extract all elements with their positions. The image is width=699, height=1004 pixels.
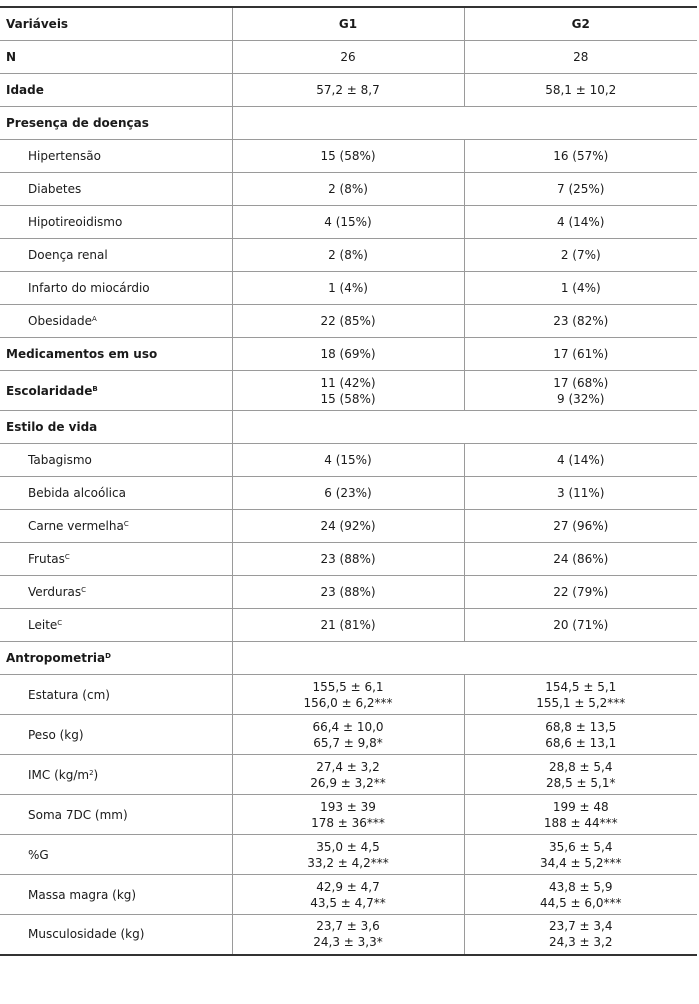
g2-value-cell	[464, 371, 697, 411]
row-label: Musculosidade (kg)	[0, 915, 232, 955]
table-row	[0, 140, 697, 173]
table-row	[0, 755, 697, 795]
row-label: Frutas	[28, 552, 65, 566]
row-label: Leite	[28, 618, 58, 632]
g2-value: 188 ± 44***	[543, 815, 618, 830]
g2-value: 154,5 ± 5,1	[545, 679, 617, 694]
footnote-mark: D	[105, 652, 111, 660]
header-row	[0, 7, 697, 41]
g1-value: 22 (85%)	[232, 305, 464, 338]
g2-value: 1 (4%)	[464, 272, 697, 305]
g2-value: 44,5 ± 6,0***	[540, 895, 622, 910]
g2-value: 28,8 ± 5,4	[549, 759, 613, 774]
table-row	[0, 206, 697, 239]
row-label-cell	[0, 609, 232, 642]
table-row	[0, 444, 697, 477]
g2-value: 23,7 ± 3,4	[549, 919, 613, 934]
row-label-cell	[0, 371, 232, 411]
g2-value: 58,1 ± 10,2	[464, 74, 697, 107]
row-label: IMC (kg/m	[28, 767, 90, 782]
g1-value: 6 (23%)	[232, 477, 464, 510]
row-label-cell	[0, 543, 232, 576]
table-row	[0, 239, 697, 272]
table-row	[0, 477, 697, 510]
g1-value: 42,9 ± 4,7	[316, 879, 380, 894]
section-label-cell	[0, 642, 232, 675]
g1-value-cell	[232, 715, 464, 755]
row-label: Medicamentos em uso	[0, 338, 232, 371]
table-row	[0, 835, 697, 875]
g2-value-cell	[464, 715, 697, 755]
row-label: Idade	[0, 74, 232, 107]
g2-value: 20 (71%)	[464, 609, 697, 642]
row-label: Carne vermelha	[28, 519, 124, 533]
g1-value: 4 (15%)	[232, 206, 464, 239]
row-label-cell	[0, 510, 232, 543]
footnote-mark: C	[123, 520, 129, 528]
g1-value: 15 (58%)	[232, 140, 464, 173]
row-label-cell	[0, 755, 232, 795]
header-g2: G2	[464, 7, 697, 41]
table-row	[0, 795, 697, 835]
row-label: Peso (kg)	[0, 715, 232, 755]
table-row	[0, 272, 697, 305]
g2-value: 4 (14%)	[464, 206, 697, 239]
table-row	[0, 915, 697, 955]
row-label: Bebida alcoólica	[0, 477, 232, 510]
footnote-mark: B	[92, 384, 98, 393]
table-row	[0, 173, 697, 206]
table-row	[0, 371, 697, 411]
g2-value-cell	[464, 675, 697, 715]
g1-value-cell	[232, 755, 464, 795]
row-label: Doença renal	[0, 239, 232, 272]
row-label: Escolaridade	[6, 383, 93, 398]
row-label: N	[0, 41, 232, 74]
empty-cell	[232, 107, 697, 140]
row-label: %G	[0, 835, 232, 875]
g2-value: 199 ± 48	[552, 799, 609, 814]
g1-value: 43,5 ± 4,7**	[310, 895, 386, 910]
row-label: Soma 7DC (mm)	[0, 795, 232, 835]
header-variables: Variáveis	[0, 7, 232, 41]
g1-value: 2 (8%)	[232, 239, 464, 272]
table-row	[0, 41, 697, 74]
g1-value: 26	[232, 41, 464, 74]
table-row	[0, 875, 697, 915]
g2-value: 24,3 ± 3,2	[549, 935, 613, 950]
empty-cell	[232, 411, 697, 444]
g2-value: 24 (86%)	[464, 543, 697, 576]
g2-value-cell	[464, 915, 697, 955]
g1-value: 155,5 ± 6,1	[312, 679, 384, 694]
g1-value-cell	[232, 875, 464, 915]
g2-value: 35,6 ± 5,4	[549, 839, 613, 854]
g2-value: 68,6 ± 13,1	[545, 735, 617, 750]
row-label-cell	[0, 305, 232, 338]
footnote-mark: C	[81, 586, 87, 594]
row-label: Hipotireoidismo	[0, 206, 232, 239]
g1-value: 156,0 ± 6,2***	[303, 695, 393, 710]
row-label: Obesidade	[28, 314, 93, 328]
g1-value: 21 (81%)	[232, 609, 464, 642]
g1-value: 23 (88%)	[232, 543, 464, 576]
section-label: Antropometria	[6, 651, 106, 665]
g2-value-cell	[464, 875, 697, 915]
row-label-cell	[0, 576, 232, 609]
g1-value: 4 (15%)	[232, 444, 464, 477]
section-label: Presença de doenças	[0, 107, 232, 140]
g1-value: 57,2 ± 8,7	[232, 74, 464, 107]
g2-value: 17 (61%)	[464, 338, 697, 371]
table-row	[0, 305, 697, 338]
g1-value-cell	[232, 795, 464, 835]
g2-value: 68,8 ± 13,5	[545, 719, 617, 734]
g1-value: 178 ± 36***	[311, 815, 385, 830]
g1-value: 18 (69%)	[232, 338, 464, 371]
row-label: Massa magra (kg)	[0, 875, 232, 915]
footnote-mark: 2	[89, 768, 94, 777]
section-label: Estilo de vida	[0, 411, 232, 444]
data-table	[0, 6, 697, 956]
g1-value: 193 ± 39	[320, 799, 376, 814]
g2-value-cell	[464, 835, 697, 875]
table-row	[0, 510, 697, 543]
table-row	[0, 609, 697, 642]
empty-cell	[232, 642, 697, 675]
section-row	[0, 411, 697, 444]
g1-value-cell	[232, 371, 464, 411]
g2-value: 155,1 ± 5,2***	[536, 695, 626, 710]
g1-value: 23 (88%)	[232, 576, 464, 609]
row-label-suffix: )	[93, 767, 99, 782]
table-row	[0, 675, 697, 715]
g2-value: 27 (96%)	[464, 510, 697, 543]
g2-value: 16 (57%)	[464, 140, 697, 173]
row-label: Hipertensão	[0, 140, 232, 173]
g2-value: 22 (79%)	[464, 576, 697, 609]
g2-value-cell	[464, 755, 697, 795]
g1-value-cell	[232, 675, 464, 715]
g1-value: 26,9 ± 3,2**	[310, 775, 386, 790]
g1-value: 15 (58%)	[320, 391, 376, 406]
footnote-mark: A	[92, 315, 97, 323]
g2-value-cell	[464, 795, 697, 835]
g1-value: 35,0 ± 4,5	[316, 839, 380, 854]
g1-value: 24 (92%)	[232, 510, 464, 543]
g2-value: 9 (32%)	[557, 391, 605, 406]
table-row	[0, 576, 697, 609]
g1-value-cell	[232, 835, 464, 875]
g2-value: 23 (82%)	[464, 305, 697, 338]
g1-value: 23,7 ± 3,6	[316, 919, 380, 934]
g2-value: 7 (25%)	[464, 173, 697, 206]
g1-value: 66,4 ± 10,0	[312, 719, 384, 734]
g1-value-cell	[232, 915, 464, 955]
g1-value: 65,7 ± 9,8*	[313, 735, 383, 750]
footnote-mark: C	[57, 619, 63, 627]
g1-value: 2 (8%)	[232, 173, 464, 206]
g1-value: 24,3 ± 3,3*	[313, 935, 383, 950]
g2-value: 34,4 ± 5,2***	[540, 855, 622, 870]
row-label: Tabagismo	[0, 444, 232, 477]
table-row	[0, 338, 697, 371]
row-label: Diabetes	[0, 173, 232, 206]
g1-value: 33,2 ± 4,2***	[307, 855, 389, 870]
g1-value: 1 (4%)	[232, 272, 464, 305]
g1-value: 11 (42%)	[320, 375, 376, 390]
section-row	[0, 642, 697, 675]
g2-value: 43,8 ± 5,9	[549, 879, 613, 894]
g2-value: 3 (11%)	[464, 477, 697, 510]
table-row	[0, 543, 697, 576]
row-label: Verduras	[28, 585, 82, 599]
g2-value: 17 (68%)	[553, 375, 609, 390]
g2-value: 4 (14%)	[464, 444, 697, 477]
row-label: Estatura (cm)	[0, 675, 232, 715]
g2-value: 28	[464, 41, 697, 74]
table-row	[0, 74, 697, 107]
header-g1: G1	[232, 7, 464, 41]
section-row	[0, 107, 697, 140]
g2-value: 2 (7%)	[464, 239, 697, 272]
footnote-mark: C	[64, 553, 70, 561]
g1-value: 27,4 ± 3,2	[316, 759, 380, 774]
row-label: Infarto do miocárdio	[0, 272, 232, 305]
g2-value: 28,5 ± 5,1*	[546, 775, 616, 790]
table-row	[0, 715, 697, 755]
